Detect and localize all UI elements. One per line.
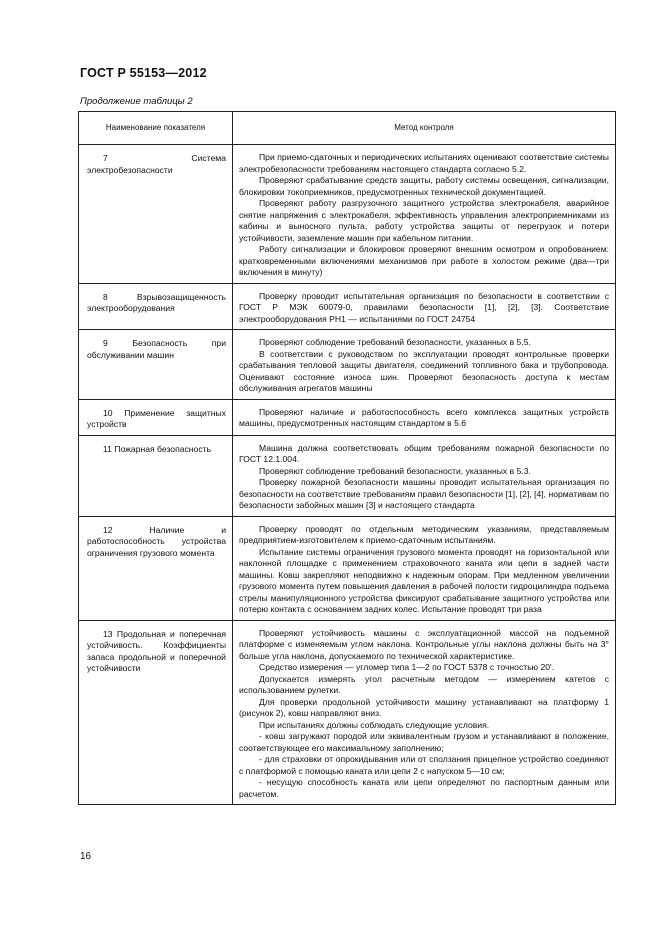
document-title: ГОСТ Р 55153—2012 xyxy=(80,66,207,80)
table-header-row xyxy=(79,112,616,145)
method-paragraph: При приемо-сдаточных и периодических испытаниях оценивают соответствие системы электробезопасности требованиям настоящего стандарта согласно 5.2. xyxy=(239,152,609,174)
method-paragraph: Работу сигнализации и блокировок проверяют внешним осмотром и опробованием: кратковременными включениями механизмов при работе в холостом режиме (два—три включения в минуту) xyxy=(239,244,609,277)
page-number: 16 xyxy=(80,851,92,862)
indicator-name-cell: 7 Система электробезопасности xyxy=(79,145,233,284)
control-method-cell xyxy=(233,145,616,284)
indicator-name-cell: 8 Взрывозащищенность электрооборудования xyxy=(79,283,233,330)
method-paragraph: Для проверки продольной устойчивости машину устанавливают на платформу 1 (рисунок 2), ковш направляют вниз. xyxy=(239,696,609,718)
control-method-cell xyxy=(233,283,616,330)
control-method-cell xyxy=(233,399,616,435)
method-paragraph: В соответствии с руководством по эксплуатации проводят контрольные проверки срабатывания тепловой защиты двигателя, соединений топливного бака и трубопровода. Оценивают состояние износа шин. Проверяют безопасность доступа к местам обслуживания агрегатов машины xyxy=(239,348,609,393)
method-paragraph: Проверяют срабатывание средств защиты, работу системы освещения, сигнализации, блокировки токоприемников, предусмотренных технической документацией. xyxy=(239,175,609,197)
indicator-name-cell: 13 Продольная и поперечная устойчивость. Коэффициенты запаса продольной и поперечной устойчивости xyxy=(79,620,233,805)
indicator-name-cell: 12 Наличие и работоспособность устройства ограничения грузового момента xyxy=(79,516,233,620)
control-method-cell xyxy=(233,435,616,516)
table-row xyxy=(79,283,616,330)
indicator-name-cell: 11 Пожарная безопасность xyxy=(79,435,233,516)
table-row xyxy=(79,145,616,284)
method-paragraph: Машина должна соответствовать общим требованиям пожарной безопасности по ГОСТ 12.1.004. xyxy=(239,442,609,464)
control-method-cell xyxy=(233,620,616,805)
table-row xyxy=(79,516,616,620)
method-paragraph: При испытаниях должны соблюдать следующие условия. xyxy=(259,719,490,730)
method-paragraph: - ковш загружают породой или эквивалентным грузом и устанавливают в положение, соответствующее его максимальному заполнению; xyxy=(239,731,609,753)
method-paragraph: Допускается измерять угол расчетным методом — измерением катетов с использованием рулетки. xyxy=(239,673,609,695)
column-header-method: Метод контроля xyxy=(233,112,616,145)
method-paragraph: Проверяют устойчивость машины с эксплуатационной массой на подъемной платформе с изменяемым углом наклона. Контрольные углы наклона должны быть на 3° больше угла наклона, допускаемого по технической характеристике. xyxy=(239,627,609,661)
method-paragraph: - для страховки от опрокидывания или от сползания прицепное устройство соединяют с платформой с помощью каната или цепи 2 с напуском 5—10 см; xyxy=(239,754,609,776)
control-methods-table xyxy=(78,111,616,805)
method-paragraph: - несущую способность каната или цепи определяют по паспортным данным или расчетом. xyxy=(239,777,609,799)
method-paragraph: Проверку проводят по отдельным методическим указаниям, представляемым предприятием-изготовителем к приемо-сдаточным испытаниям. xyxy=(239,523,609,545)
table-row xyxy=(79,620,616,805)
column-header-indicator: Наименование показателя xyxy=(79,112,233,145)
table-row xyxy=(79,399,616,435)
method-paragraph: Проверку проводит испытательная организация по безопасности в соответствии с ГОСТ Р МЭК 60079-0, правилами безопасности [1], [2], [3]. Соответствие электрооборудования РН1 — испытаниями по ГОСТ 24754 xyxy=(239,290,609,324)
method-paragraph: Проверяют наличие и работоспособность всего комплекса защитных устройств машины, предусмотренных настоящим стандартом в 5.6 xyxy=(239,406,609,428)
method-paragraph: Проверяют соблюдение требований безопасности, указанных в 5.3. xyxy=(259,465,531,476)
method-paragraph: Проверку пожарной безопасности машины проводит испытательная организация по безопасности на соответствие требованиям правил безопасности [1], [2], [4], нормативам по безопасности забойных машин [3] и настоящего стандарта xyxy=(239,477,609,510)
table-row xyxy=(79,330,616,400)
table-row xyxy=(79,435,616,516)
control-method-cell xyxy=(233,330,616,400)
method-paragraph: Средство измерения — угломер типа 1—2 по ГОСТ 5378 с точностью 20'. xyxy=(259,662,555,672)
indicator-name-cell: 9 Безопасность при обслуживании машин xyxy=(79,330,233,400)
method-paragraph: Проверяют соблюдение требований безопасности, указанных в 5.5. xyxy=(259,337,531,347)
control-method-cell xyxy=(233,516,616,620)
method-paragraph: Проверяют работу разгрузочного защитного устройства электрокабеля, аварийное снятие напряжения с электрокабеля, эффективность управления электроприемниками из кабины и выносного пульта, работу устройства защиты от перегрузок и потери устойчивости, заземление машин при кабельном питании. xyxy=(239,198,609,243)
table-continuation-label: Продолжение таблицы 2 xyxy=(80,96,193,107)
method-paragraph: Испытание системы ограничения грузового момента проводят на горизонтальной или наклонной площадке с применением страховочного каната или цепи в задней части машины. Ковш закрепляют неподвижно к надежным опорам. При медленном увеличении грузового момента путем повышения давления в рабочей полости гидроцилиндра подъема стрелы манипуляционного устройства фиксируют срабатывание защитного устройства или потерю контакта с основанием задних колес. Испытание проводят три раза xyxy=(239,546,609,614)
indicator-name-cell: 10 Применение защитных устройств xyxy=(79,399,233,435)
